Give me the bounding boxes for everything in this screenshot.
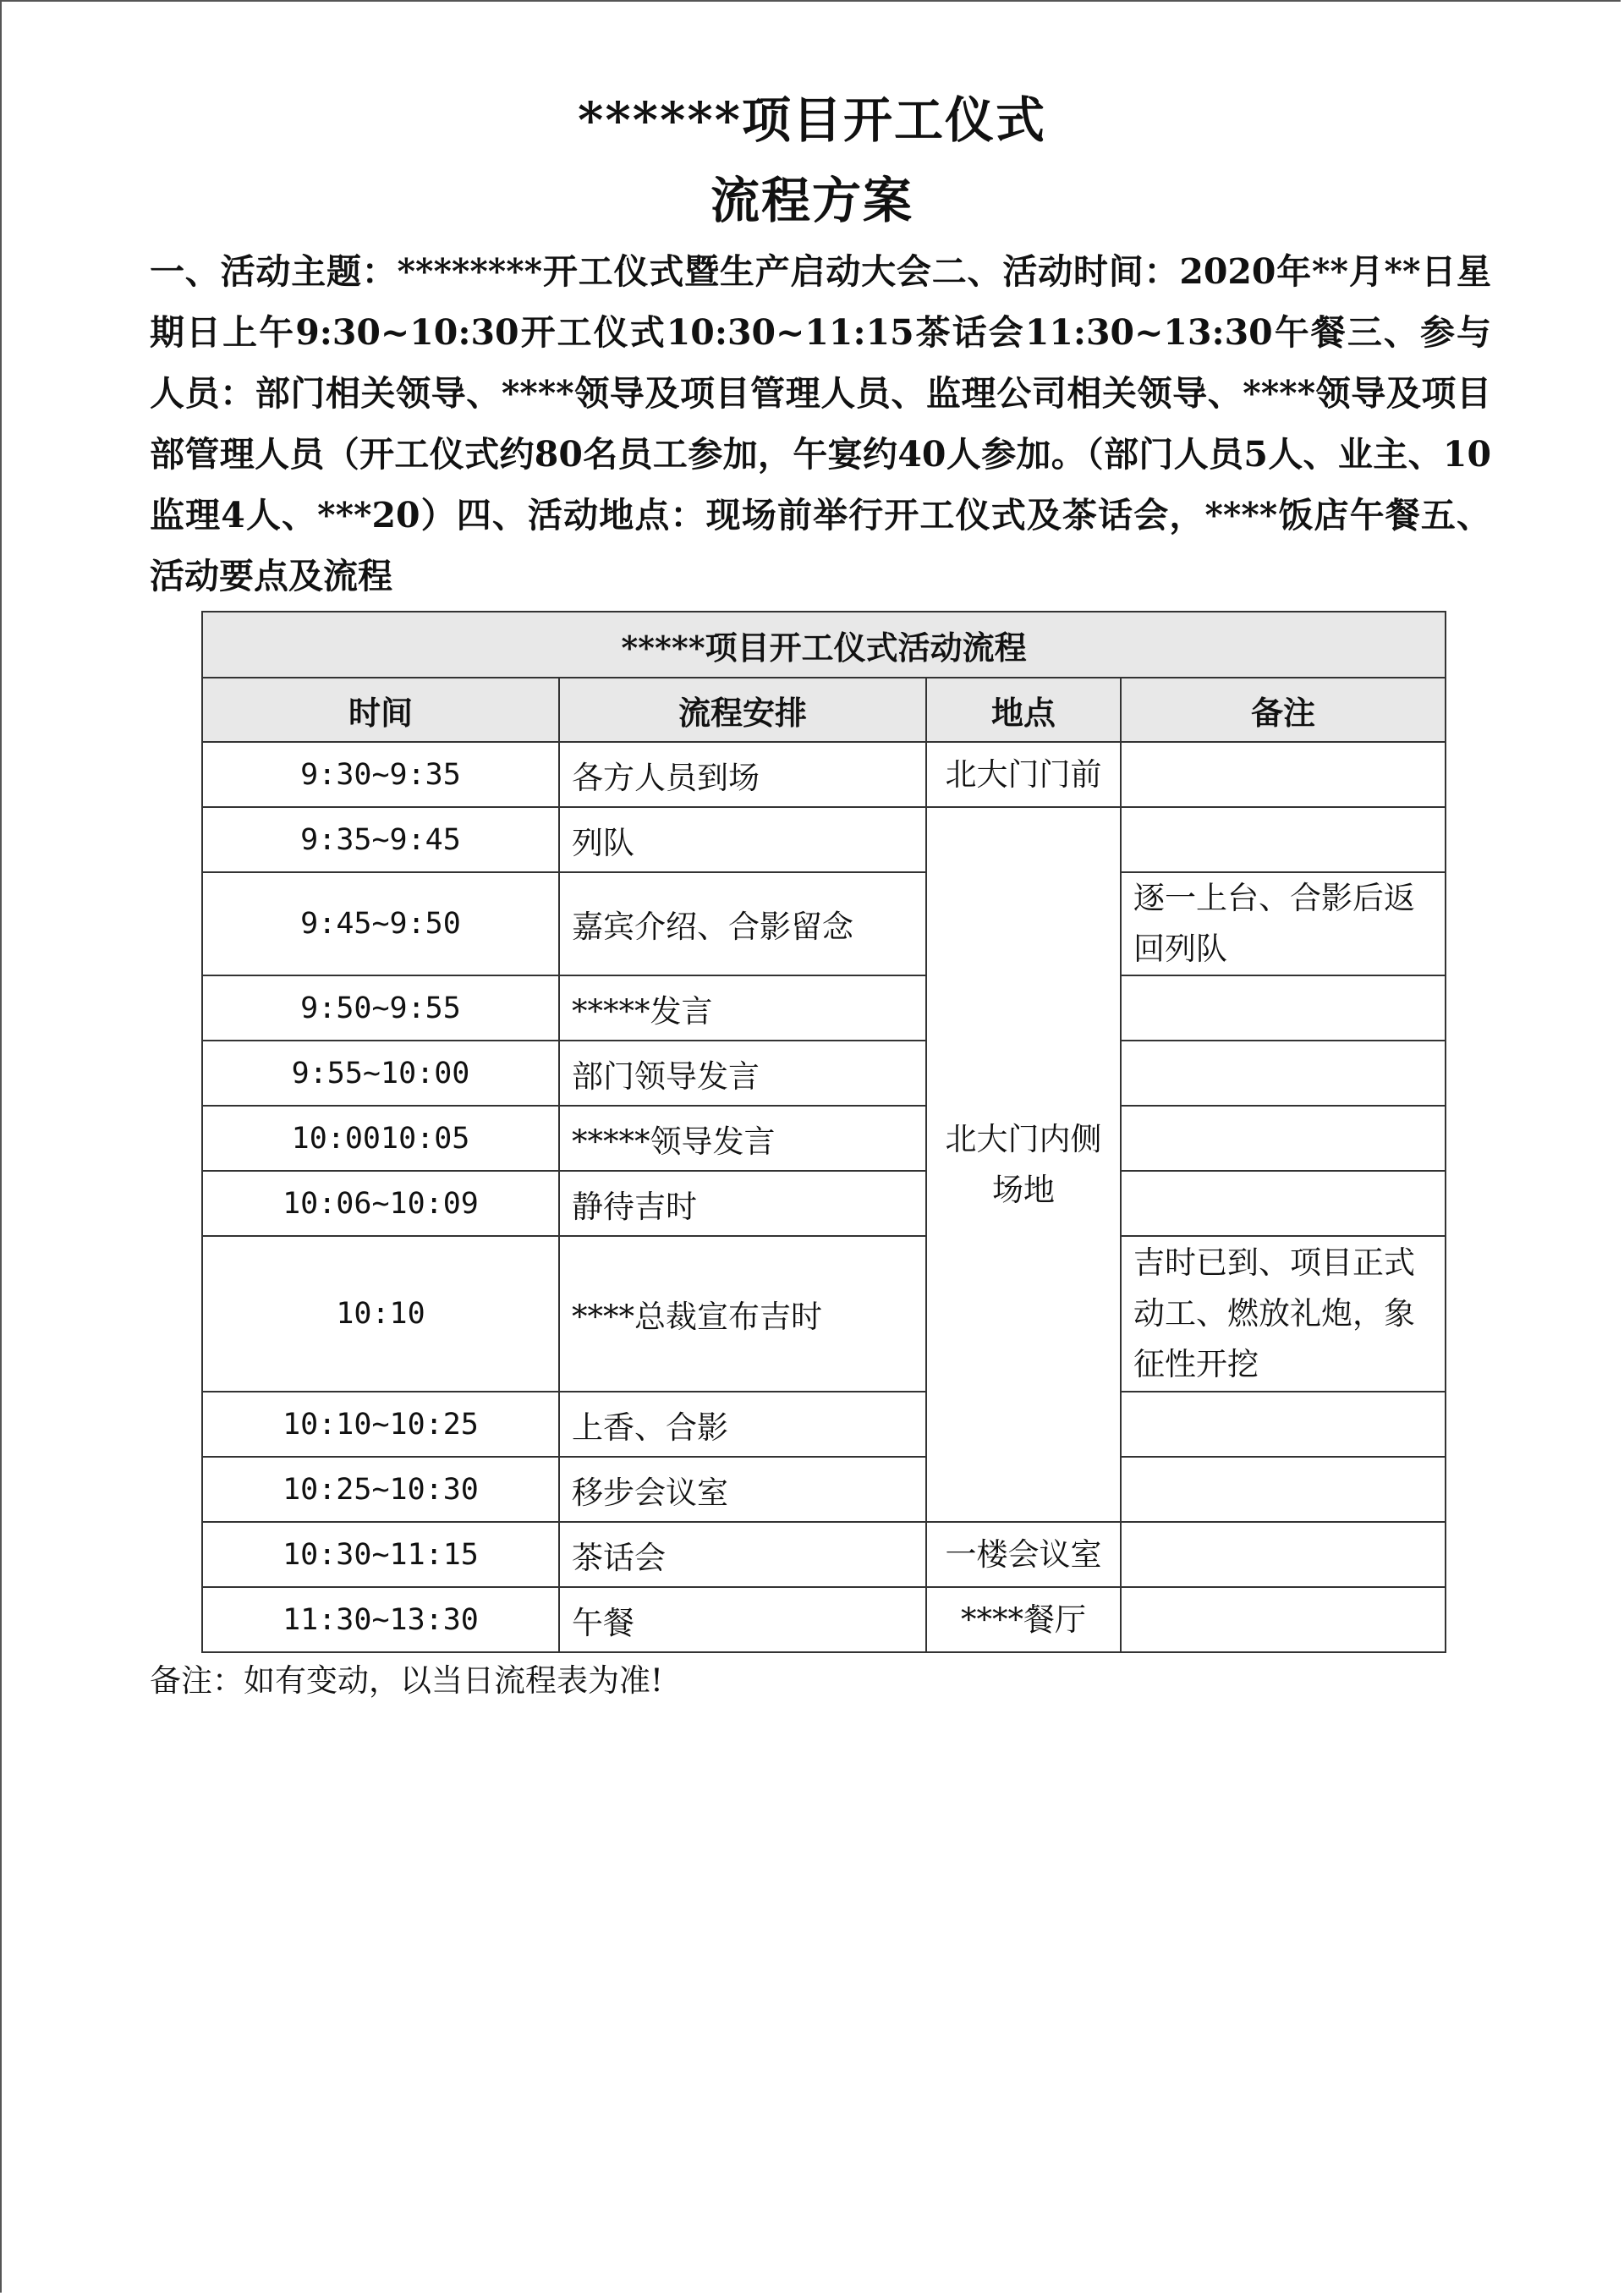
row-place-merged: 北大门内侧场地 (926, 807, 1121, 1522)
row-note (1121, 1457, 1446, 1522)
header-item: 流程安排 (559, 678, 926, 742)
row-time: 10:30~11:15 (202, 1522, 559, 1587)
table-row (202, 1587, 1446, 1652)
document-title: ******项目开工仪式 (578, 91, 1046, 149)
row-item: 各方人员到场 (559, 742, 926, 807)
row-place: ****餐厅 (926, 1587, 1121, 1652)
row-note: 吉时已到、项目正式动工、燃放礼炮，象征性开挖 (1121, 1236, 1446, 1392)
row-note: 逐一上台、合影后返回列队 (1121, 872, 1446, 975)
table-row (202, 1457, 1446, 1522)
row-time: 10:0010:05 (202, 1106, 559, 1171)
table-row (202, 1522, 1446, 1587)
row-note (1121, 1041, 1446, 1106)
header-note: 备注 (1121, 678, 1446, 742)
row-time: 9:45~9:50 (202, 872, 559, 975)
intro-paragraph: 一、活动主题：********开工仪式暨生产启动大会二、活动时间：2020年**月**日星期日上午9:30~10:30开工仪式10:30~11:15茶话会11:30~13:30午餐三、参与人员：部门相关领导、****领导及项目管理人员、监理公司相关领导、****领导及项目部管理人员（开工仪式约80名员工参加，午宴约40人参加。（部门人员5人、业主、10监理4人、***20）四、活动地点：现场前举行开工仪式及茶话会，****饭店午餐五、活动要点及流程 (150, 251, 1491, 596)
header-time: 时间 (202, 678, 559, 742)
schedule-table (201, 611, 1446, 1653)
row-time: 10:06~10:09 (202, 1171, 559, 1236)
table-row (202, 872, 1446, 975)
table-row (202, 1236, 1446, 1392)
row-item: *****领导发言 (559, 1106, 926, 1171)
row-item: 列队 (559, 807, 926, 872)
row-item: 移步会议室 (559, 1457, 926, 1522)
row-time: 10:10 (202, 1236, 559, 1392)
row-note (1121, 1171, 1446, 1236)
table-row (202, 1392, 1446, 1457)
row-time: 9:55~10:00 (202, 1041, 559, 1106)
row-time: 10:10~10:25 (202, 1392, 559, 1457)
table-row (202, 807, 1446, 872)
row-item: ****总裁宣布吉时 (559, 1236, 926, 1392)
row-note (1121, 1106, 1446, 1171)
row-time: 10:25~10:30 (202, 1457, 559, 1522)
row-item: 部门领导发言 (559, 1041, 926, 1106)
row-note (1121, 807, 1446, 872)
footnote: 备注：如有变动，以当日流程表为准! (150, 1662, 663, 1699)
header-place: 地点 (926, 678, 1121, 742)
table-row (202, 1041, 1446, 1106)
row-item: 静待吉时 (559, 1171, 926, 1236)
row-note (1121, 742, 1446, 807)
row-time: 9:50~9:55 (202, 975, 559, 1041)
table-row (202, 975, 1446, 1041)
table-caption: *****项目开工仪式活动流程 (202, 612, 1446, 678)
table-row (202, 742, 1446, 807)
row-note (1121, 1522, 1446, 1587)
table-row (202, 1106, 1446, 1171)
row-item: 午餐 (559, 1587, 926, 1652)
table-row (202, 1171, 1446, 1236)
row-item: *****发言 (559, 975, 926, 1041)
row-note (1121, 975, 1446, 1041)
row-time: 9:30~9:35 (202, 742, 559, 807)
row-time: 9:35~9:45 (202, 807, 559, 872)
document-subtitle: 流程方案 (710, 172, 914, 229)
row-place: 一楼会议室 (926, 1522, 1121, 1587)
row-note (1121, 1392, 1446, 1457)
row-note (1121, 1587, 1446, 1652)
row-time: 11:30~13:30 (202, 1587, 559, 1652)
row-item: 上香、合影 (559, 1392, 926, 1457)
row-item: 茶话会 (559, 1522, 926, 1587)
row-place: 北大门门前 (926, 742, 1121, 807)
row-item: 嘉宾介绍、合影留念 (559, 872, 926, 975)
